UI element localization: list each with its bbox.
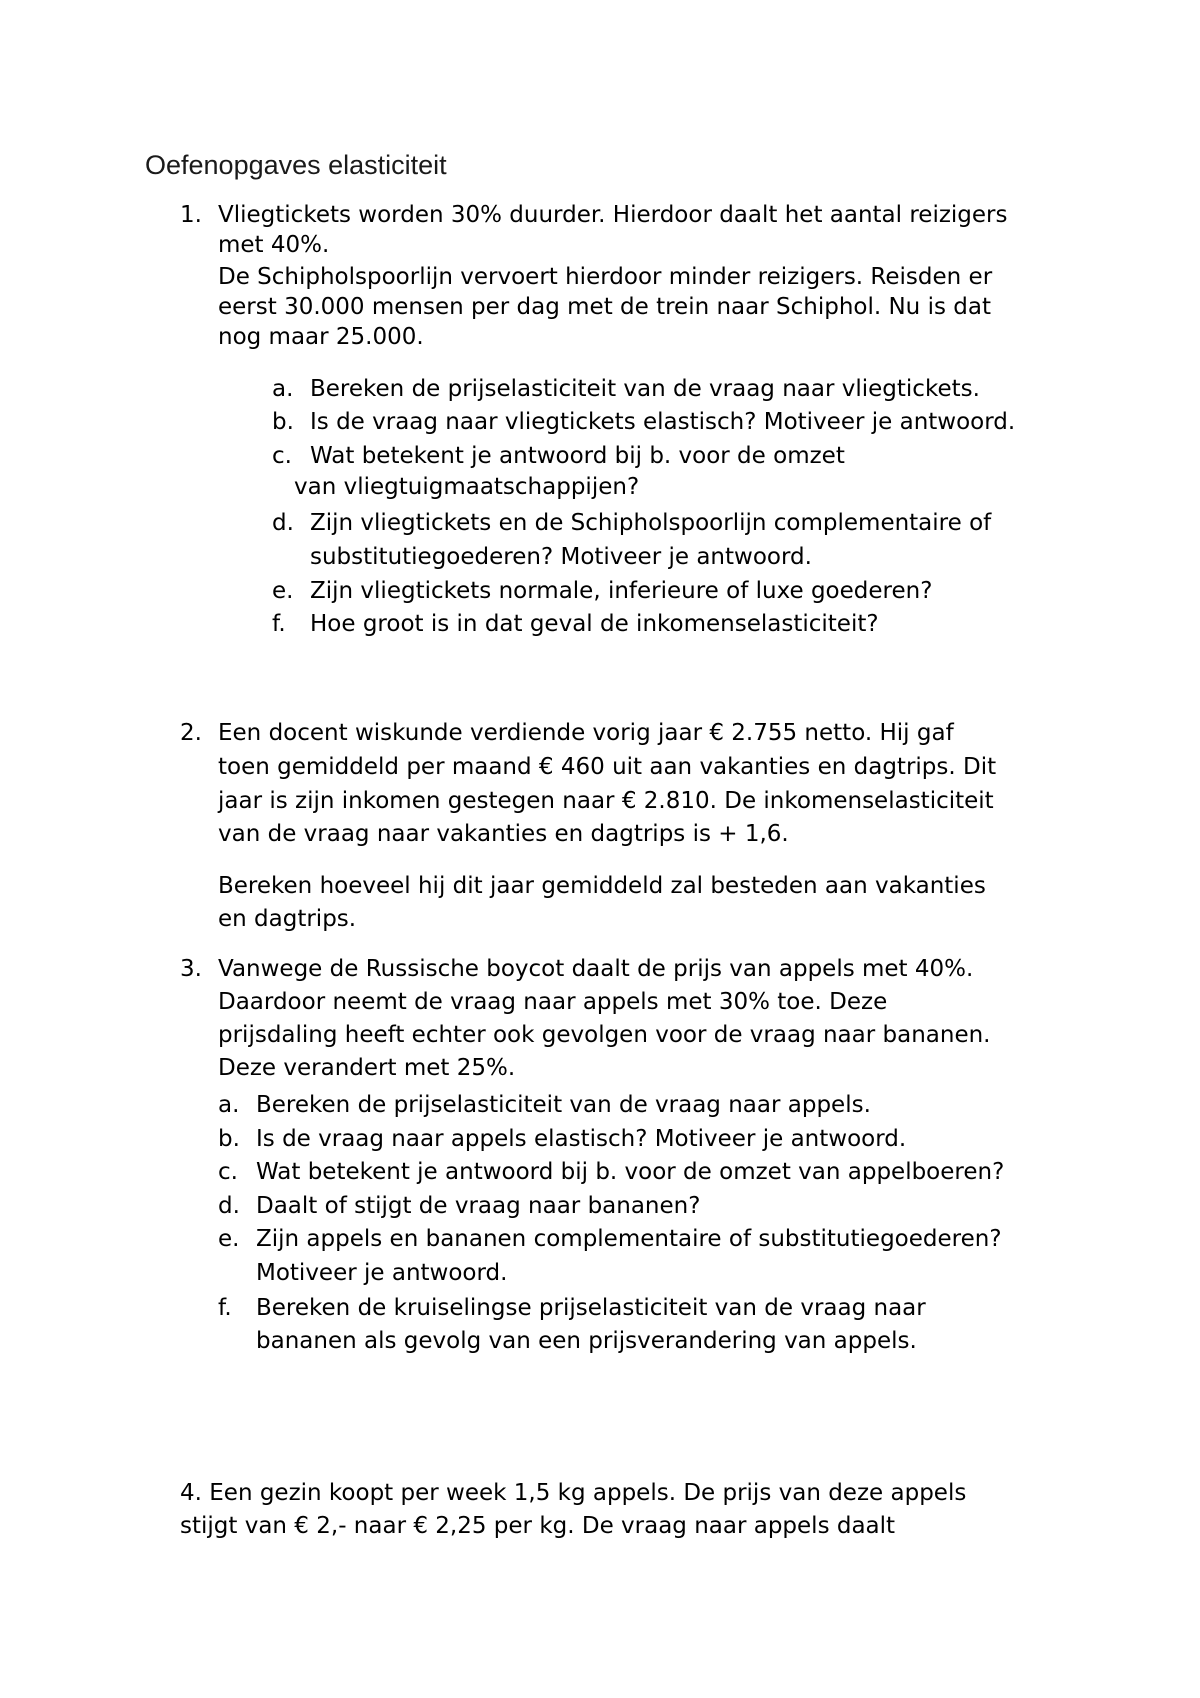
q1-number: 1. <box>180 202 202 228</box>
q3e-text: Zijn appels en bananen complementaire of substitutiegoederen? <box>256 1226 1002 1252</box>
q1f-text: Hoe groot is in dat geval de inkomenselasticiteit? <box>310 611 879 637</box>
q4-line: 4. Een gezin koopt per week 1,5 kg appels. De prijs van deze appels <box>180 1480 967 1506</box>
q1c-text: van vliegtuigmaatschappijen? <box>294 474 640 500</box>
q2-line: jaar is zijn inkomen gestegen naar € 2.810. De inkomenselasticiteit <box>218 788 994 814</box>
q1a-letter: a. <box>272 376 294 402</box>
q2-question: en dagtrips. <box>218 906 357 932</box>
q3-number: 3. <box>180 956 202 982</box>
q3c-letter: c. <box>218 1159 238 1185</box>
q1d-letter: d. <box>272 510 294 536</box>
q3-line: Deze verandert met 25%. <box>218 1055 516 1081</box>
q3e-letter: e. <box>218 1226 240 1252</box>
q1-line: nog maar 25.000. <box>218 324 424 350</box>
q1-line: Vliegtickets worden 30% duurder. Hierdoor daalt het aantal reizigers <box>218 202 1008 228</box>
q1-line: met 40%. <box>218 232 330 258</box>
q2-line: Een docent wiskunde verdiende vorig jaar € 2.755 netto. Hij gaf <box>218 720 954 746</box>
q2-line: van de vraag naar vakanties en dagtrips is + 1,6. <box>218 821 789 847</box>
q1b-letter: b. <box>272 409 294 435</box>
q3f-text: bananen als gevolg van een prijsverandering van appels. <box>256 1328 917 1354</box>
q3-line: Vanwege de Russische boycot daalt de prijs van appels met 40%. <box>218 956 974 982</box>
q3a-text: Bereken de prijselasticiteit van de vraag naar appels. <box>256 1092 871 1118</box>
q3b-text: Is de vraag naar appels elastisch? Motiveer je antwoord. <box>256 1126 907 1152</box>
q1b-text: Is de vraag naar vliegtickets elastisch? Motiveer je antwoord. <box>310 409 1016 435</box>
q1d-text: substitutiegoederen? Motiveer je antwoord. <box>310 544 812 570</box>
q3c-text: Wat betekent je antwoord bij b. voor de omzet van appelboeren? <box>256 1159 1005 1185</box>
q3d-text: Daalt of stijgt de vraag naar bananen? <box>256 1193 701 1219</box>
q3b-letter: b. <box>218 1126 240 1152</box>
q1c-letter: c. <box>272 443 292 469</box>
q1a-text: Bereken de prijselasticiteit van de vraag naar vliegtickets. <box>310 376 980 402</box>
q2-line: toen gemiddeld per maand € 460 uit aan vakanties en dagtrips. Dit <box>218 754 997 780</box>
q1c-text: Wat betekent je antwoord bij b. voor de omzet <box>310 443 845 469</box>
q1f-letter: f. <box>272 611 286 637</box>
q1-line: eerst 30.000 mensen per dag met de trein naar Schiphol. Nu is dat <box>218 294 991 320</box>
q3d-letter: d. <box>218 1193 240 1219</box>
q2-question: Bereken hoeveel hij dit jaar gemiddeld zal besteden aan vakanties <box>218 873 986 899</box>
q1-line: De Schipholspoorlijn vervoert hierdoor minder reizigers. Reisden er <box>218 264 993 290</box>
q4-line: stijgt van € 2,- naar € 2,25 per kg. De vraag naar appels daalt <box>180 1513 896 1539</box>
q3-line: prijsdaling heeft echter ook gevolgen voor de vraag naar bananen. <box>218 1022 991 1048</box>
q2-number: 2. <box>180 720 202 746</box>
page-title: Oefenopgaves elasticiteit <box>145 150 447 180</box>
q3e-text: Motiveer je antwoord. <box>256 1260 508 1286</box>
q1e-letter: e. <box>272 578 294 604</box>
q1e-text: Zijn vliegtickets normale, inferieure of luxe goederen? <box>310 578 933 604</box>
q3-line: Daardoor neemt de vraag naar appels met 30% toe. Deze <box>218 989 888 1015</box>
q3f-letter: f. <box>218 1295 232 1321</box>
q3f-text: Bereken de kruiselingse prijselasticiteit van de vraag naar <box>256 1295 926 1321</box>
q3a-letter: a. <box>218 1092 240 1118</box>
q1d-text: Zijn vliegtickets en de Schipholspoorlijn complementaire of <box>310 510 992 536</box>
